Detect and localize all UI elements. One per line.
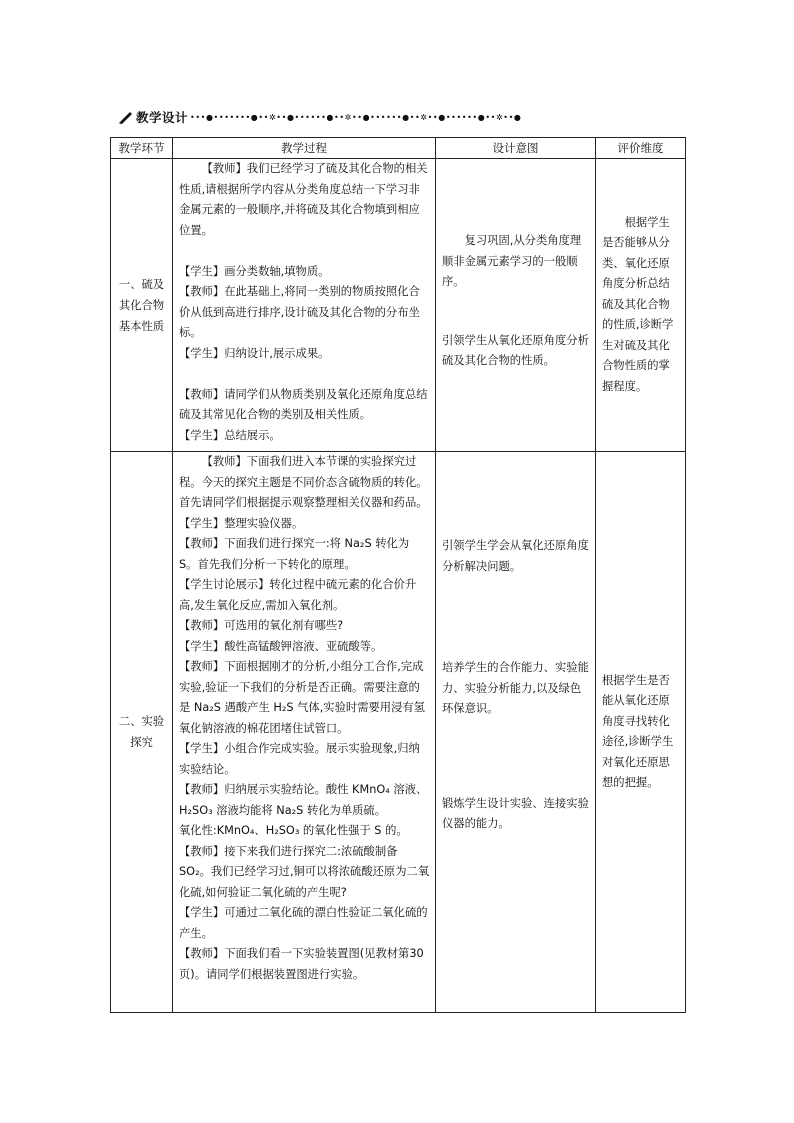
process-paragraph: 【学生】整理实验仪器。 (179, 516, 304, 530)
process-paragraph: 【教师】接下来我们进行探究二:浓硫酸制备 SO₂。我们已经学习过,铜可以将浓硫酸还原为二氧化硫,如何验证二氧化硫的产生呢? (179, 844, 430, 899)
process-paragraph: 【教师】归纳展示实验结论。酸性 KMnO₄ 溶液、H₂SO₃ 溶液均能将 Na₂S 转化为单质硫。 (179, 783, 428, 817)
header-intent: 设计意图 (436, 138, 596, 159)
process-paragraph: 【学生】酸性高锰酸钾溶液、亚硫酸等。 (179, 639, 383, 653)
table-header-row (111, 138, 686, 159)
process-paragraph: 【教师】下面我们看一下实验装置图(见教材第30页)。请同学们根据装置图进行实验。 (179, 947, 424, 981)
process-paragraph: 【学生】归纳设计,展示成果。 (179, 346, 330, 360)
process-paragraph: 【教师】可选用的氧化剂有哪些? (179, 619, 344, 632)
intent-paragraph: 引领学生从氧化还原角度分析硫及其化合物的性质。 (442, 333, 589, 367)
process-paragraph: 【学生】小组合作完成实验。展示实验现象,归纳实验结论。 (179, 742, 420, 776)
process-paragraph: 【学生】总结展示。 (179, 428, 281, 442)
pen-icon (118, 110, 134, 124)
evaluation-cell (596, 159, 686, 452)
process-paragraph: 【学生】画分类数轴,填物质。 (179, 264, 330, 278)
section-title: 教学设计 (136, 110, 189, 125)
process-paragraph: 【教师】请同学们从物质类别及氧化还原角度总结硫及其常见化合物的类别及相关性质。 (179, 387, 428, 421)
evaluation-cell (596, 452, 686, 1013)
header-process: 教学过程 (173, 138, 436, 159)
process-cell (173, 159, 436, 452)
intent-paragraph: 培养学生的合作能力、实验能力、实验分析能力,以及绿色环保意识。 (442, 661, 589, 715)
teaching-design-table (110, 137, 686, 1013)
header-stage: 教学环节 (111, 138, 173, 159)
process-paragraph: 【教师】下面我们进入本节课的实验探究过程。今天的探究主题是不同价态含硫物质的转化。首先请同学们根据提示观察整理相关仪器和药品。 (179, 455, 428, 509)
process-paragraph: 【教师】下面根据刚才的分析,小组分工合作,完成实验,验证一下我们的分析是否正确。需要注意的是 Na₂S 遇酸产生 H₂S 气体,实验时需要用浸有氢氧化钠溶液的棉花团堵住试管口。 (179, 660, 425, 735)
evaluation-text: 根据学生是否能从氧化还原角度寻找转化途径,诊断学生对氧化还原思想的把握。 (602, 673, 674, 789)
table-row (111, 159, 686, 452)
process-paragraph: 【学生讨论展示】转化过程中硫元素的化合价升高,发生氧化反应,需加入氧化剂。 (179, 578, 417, 612)
process-paragraph: 【教师】我们已经学习了硫及其化合物的相关性质,请根据所学内容从分类角度总结一下学习非金属元素的一般顺序,并将硫及其化合物填到相应位置。 (179, 162, 428, 237)
intent-cell (436, 159, 596, 452)
intent-paragraph: 锻炼学生设计实验、连接实验仪器的能力。 (442, 796, 589, 830)
stage-cell: 一、硫及其化合物基本性质 (111, 159, 173, 452)
header-evaluation: 评价维度 (596, 138, 686, 159)
stage-cell: 二、实验探究 (111, 452, 173, 1013)
process-paragraph: 氧化性:KMnO₄、H₂SO₃ 的氧化性强于 S 的。 (179, 824, 408, 837)
table-row (111, 452, 686, 1013)
process-paragraph: 【教师】在此基础上,将同一类别的物质按照化合价从低到高进行排序,设计硫及其化合物的分布坐标。 (179, 285, 420, 339)
process-paragraph: 【教师】下面我们进行探究一:将 Na₂S 转化为 S。首先我们分析一下转化的原理。 (179, 537, 410, 571)
evaluation-text: 根据学生是否能够从分类、氧化还原角度分析总结硫及其化合物的性质,诊断学生对硫及其化合物性质的掌握程度。 (602, 215, 674, 393)
intent-paragraph: 引领学生学会从氧化还原角度分析解决问题。 (442, 539, 589, 573)
section-header (118, 108, 678, 126)
decorative-dot-rule: •••●•••••••●••✲••●••••••●••✲••●••••••●••✲••●••••••●••✲••● (190, 112, 522, 122)
intent-cell (436, 452, 596, 1013)
process-cell (173, 452, 436, 1013)
intent-paragraph: 复习巩固,从分类角度理顺非金属元素学习的一般顺序。 (442, 234, 582, 288)
process-paragraph: 【学生】可通过二氧化硫的漂白性验证二氧化硫的产生。 (179, 906, 428, 940)
